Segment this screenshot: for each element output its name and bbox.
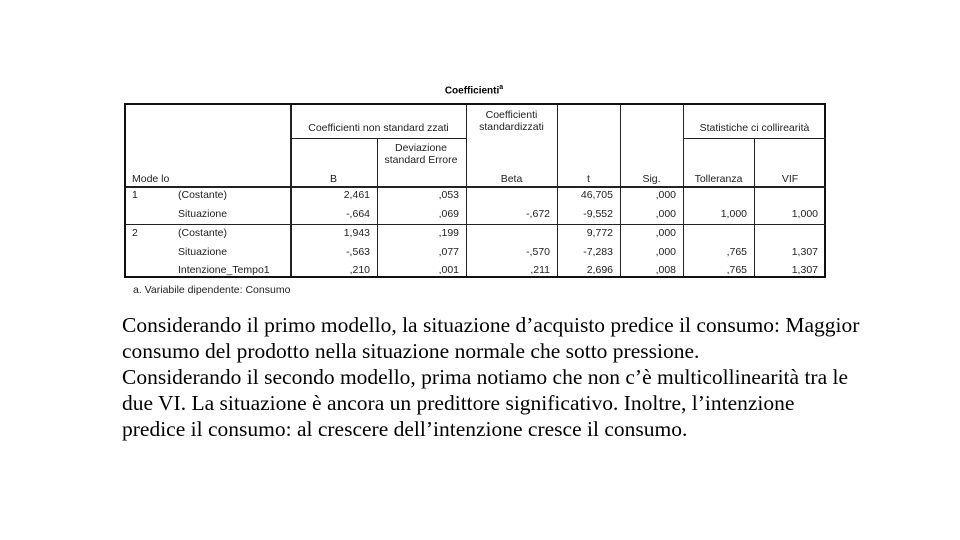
header-t: t bbox=[587, 173, 590, 185]
divider bbox=[290, 138, 467, 139]
header-toll: Tolleranza bbox=[694, 173, 743, 185]
header-se: Deviazione standard Errore bbox=[384, 142, 458, 166]
paragraph-first-model: Considerando il primo modello, la situazione d’acquisto predice il consumo: Maggior consumo del prodotto nella situazione normale che sotto pressione. bbox=[122, 313, 860, 363]
divider bbox=[683, 138, 826, 139]
header-group-coll: Statistiche ci collirearità bbox=[699, 122, 810, 134]
table-footnote: a. Variabile dipendente: Consumo bbox=[133, 284, 291, 296]
header-group-unstd: Coefficienti non standard zzati bbox=[308, 122, 449, 134]
paragraph-second-model: Considerando il secondo modello, prima notiamo che non c’è multicollinearità tra le due VI. La situazione è ancora un predittore significativo. Inoltre, l’intenzione predice il consumo: al crescere dell’intenzione cresce il consumo. bbox=[122, 365, 849, 441]
header-group-std: Coefficienti standardizzati bbox=[479, 109, 544, 133]
explanation-text bbox=[122, 312, 862, 442]
header-bottom-border bbox=[126, 186, 826, 188]
header-vif: VIF bbox=[781, 173, 799, 185]
header-sig: Sig. bbox=[642, 173, 661, 185]
header-beta: Beta bbox=[500, 173, 523, 185]
model-divider bbox=[126, 224, 826, 225]
table-title: Coefficienti$^a$ bbox=[444, 84, 504, 97]
coefficients-table: Mode lo Coefficienti non standard zzati Coefficienti standardizzati Statistiche ci collirearità B Deviazione standard Errore Beta t Sig. Tolleranza VIF 1 (Costante) 2,461 ,053 46,705 ,000 Situazione -,664 ,069 -,672 -9,552 ,000 1,000 1,000 2 (Costante) 1,943 ,199 9,772 ,000 Situazione -,563 ,077 -,570 -7,283 ,000 ,765 1,307 Intenzione_Tempo1 ,210 ,001 ,211 2,696 ,008 ,765 1,307 bbox=[124, 103, 826, 278]
header-b: B bbox=[329, 173, 337, 185]
header-modello: Mode lo bbox=[132, 173, 170, 185]
